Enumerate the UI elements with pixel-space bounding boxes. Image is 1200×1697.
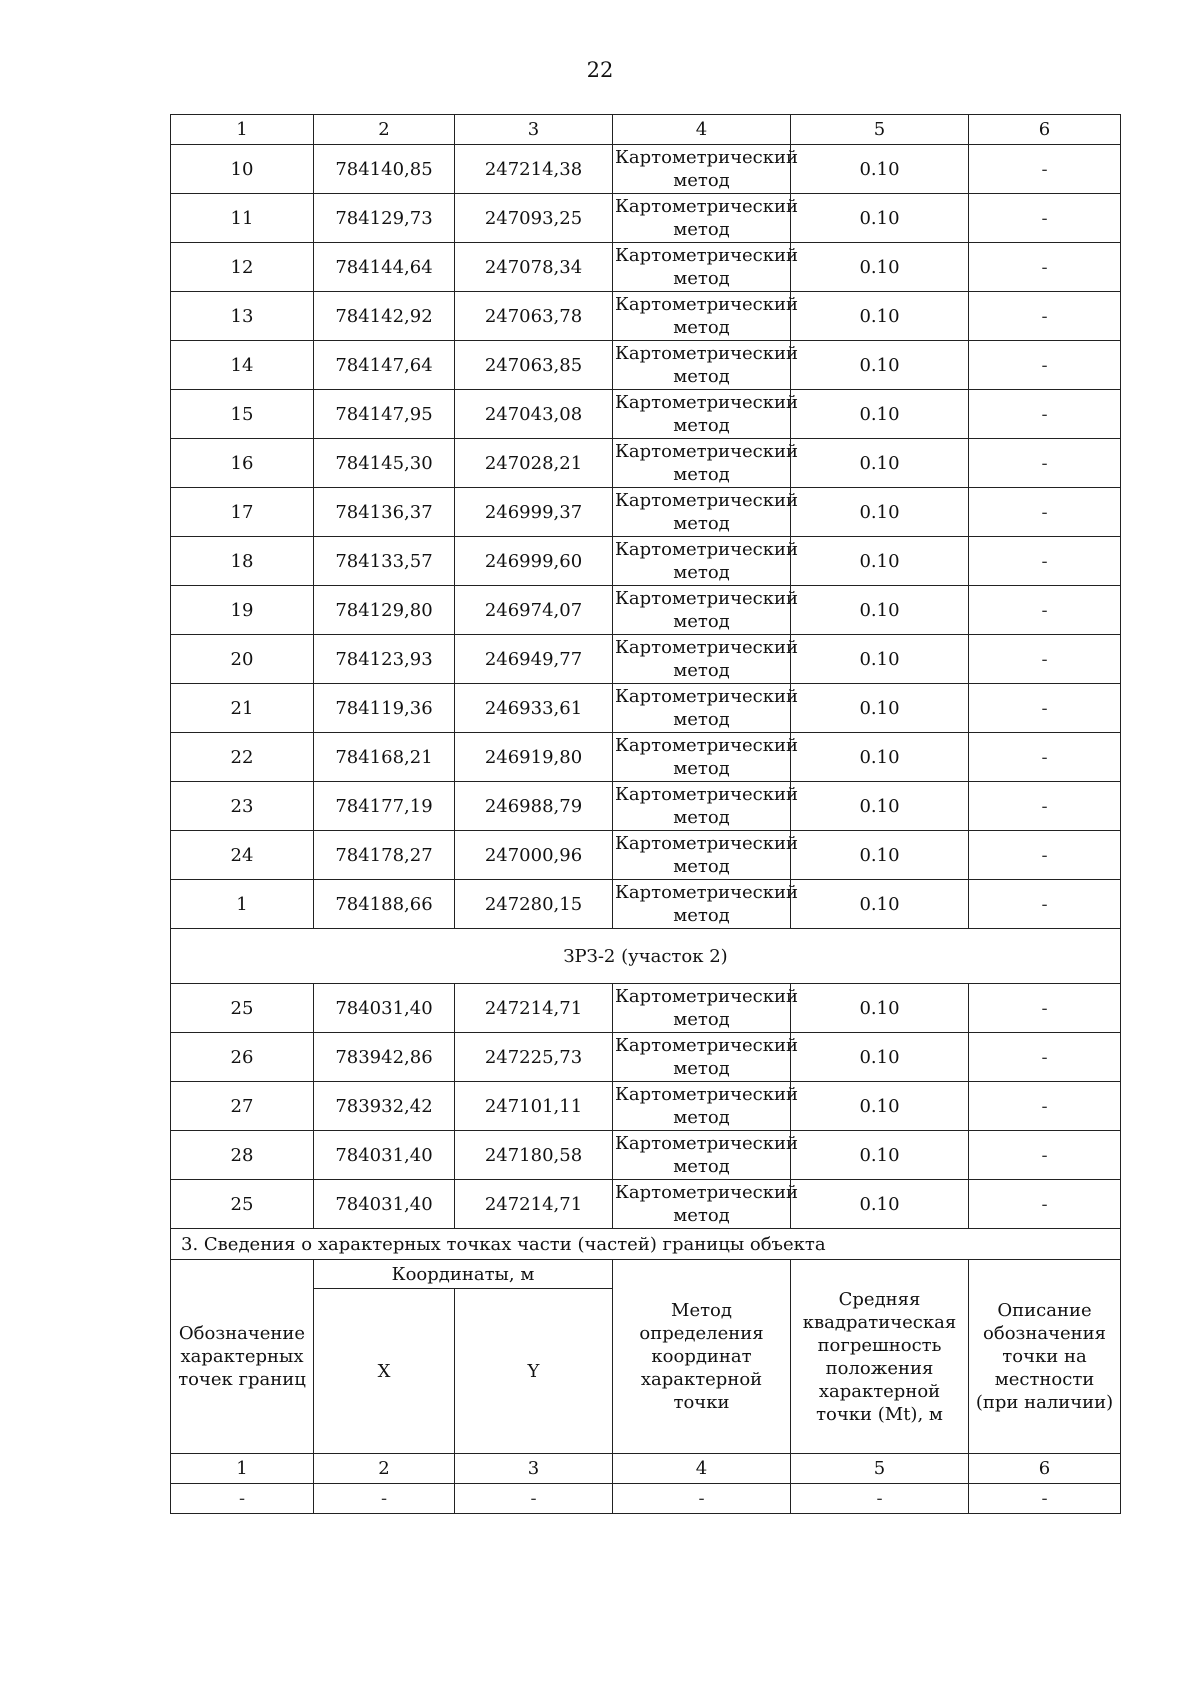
description-cell: - (969, 831, 1121, 880)
section-title: ЗРЗ-2 (участок 2) (171, 929, 1121, 984)
table-row (171, 145, 1121, 194)
point-cell: 25 (171, 984, 314, 1033)
table-row (171, 194, 1121, 243)
empty-cell: - (171, 1484, 314, 1514)
table-row (171, 243, 1121, 292)
x-coordinate-cell: 784119,36 (314, 684, 455, 733)
method-cell: Картометрический метод (613, 733, 791, 782)
point-cell: 24 (171, 831, 314, 880)
empty-cell: - (791, 1484, 969, 1514)
description-cell: - (969, 292, 1121, 341)
method-cell: Картометрический метод (613, 292, 791, 341)
column-number: 2 (314, 1454, 455, 1484)
x-coordinate-cell: 784031,40 (314, 1180, 455, 1229)
method-cell: Картометрический метод (613, 390, 791, 439)
column-number: 6 (969, 115, 1121, 145)
column-number: 4 (613, 1454, 791, 1484)
mt-cell: 0.10 (791, 390, 969, 439)
method-cell: Картометрический метод (613, 984, 791, 1033)
mt-cell: 0.10 (791, 684, 969, 733)
method-cell: Картометрический метод (613, 782, 791, 831)
section-title-row (171, 929, 1121, 984)
mt-cell: 0.10 (791, 243, 969, 292)
mt-cell: 0.10 (791, 341, 969, 390)
x-coordinate-cell: 784147,95 (314, 390, 455, 439)
y-coordinate-cell: 247101,11 (455, 1082, 613, 1131)
point-cell: 15 (171, 390, 314, 439)
point-cell: 12 (171, 243, 314, 292)
mt-cell: 0.10 (791, 635, 969, 684)
y-coordinate-cell: 247214,71 (455, 984, 613, 1033)
point-cell: 10 (171, 145, 314, 194)
x-coordinate-cell: 784178,27 (314, 831, 455, 880)
x-coordinate-cell: 783932,42 (314, 1082, 455, 1131)
description-cell: - (969, 586, 1121, 635)
point-cell: 1 (171, 880, 314, 929)
point-cell: 23 (171, 782, 314, 831)
point-cell: 16 (171, 439, 314, 488)
point-cell: 11 (171, 194, 314, 243)
y-coordinate-cell: 247028,21 (455, 439, 613, 488)
header-mt: Средняя квадратическая погрешность положения характерной точки (Mt), м (791, 1260, 969, 1454)
table-row (171, 1033, 1121, 1082)
method-cell: Картометрический метод (613, 194, 791, 243)
y-coordinate-cell: 247043,08 (455, 390, 613, 439)
mt-cell: 0.10 (791, 733, 969, 782)
description-cell: - (969, 880, 1121, 929)
table-row (171, 831, 1121, 880)
point-cell: 25 (171, 1180, 314, 1229)
y-coordinate-cell: 246949,77 (455, 635, 613, 684)
table-row (171, 537, 1121, 586)
point-cell: 20 (171, 635, 314, 684)
table-row (171, 684, 1121, 733)
y-coordinate-cell: 246999,37 (455, 488, 613, 537)
header-x: X (314, 1289, 455, 1454)
description-cell: - (969, 145, 1121, 194)
table-row (171, 1131, 1121, 1180)
description-cell: - (969, 733, 1121, 782)
column-number: 3 (455, 115, 613, 145)
section3-header-row (171, 1260, 1121, 1289)
description-cell: - (969, 684, 1121, 733)
table-row (171, 341, 1121, 390)
x-coordinate-cell: 784177,19 (314, 782, 455, 831)
table-row (171, 390, 1121, 439)
header-method: Метод определения координат характерной точки (613, 1260, 791, 1454)
method-cell: Картометрический метод (613, 586, 791, 635)
table-row (171, 488, 1121, 537)
header-points: Обозначение характерных точек границ (171, 1260, 314, 1454)
method-cell: Картометрический метод (613, 488, 791, 537)
method-cell: Картометрический метод (613, 341, 791, 390)
coordinates-table (170, 114, 1121, 1514)
x-coordinate-cell: 784142,92 (314, 292, 455, 341)
method-cell: Картометрический метод (613, 1082, 791, 1131)
table-row (171, 733, 1121, 782)
description-cell: - (969, 390, 1121, 439)
description-cell: - (969, 1082, 1121, 1131)
x-coordinate-cell: 784123,93 (314, 635, 455, 684)
method-cell: Картометрический метод (613, 684, 791, 733)
section3-empty-row (171, 1484, 1121, 1514)
method-cell: Картометрический метод (613, 1180, 791, 1229)
empty-cell: - (314, 1484, 455, 1514)
column-number: 1 (171, 115, 314, 145)
page-number: 22 (586, 58, 614, 82)
column-number: 4 (613, 115, 791, 145)
x-coordinate-cell: 784136,37 (314, 488, 455, 537)
mt-cell: 0.10 (791, 782, 969, 831)
section3-title: 3. Сведения о характерных точках части (частей) границы объекта (171, 1229, 1121, 1260)
table-row (171, 292, 1121, 341)
table-row (171, 880, 1121, 929)
description-cell: - (969, 635, 1121, 684)
point-cell: 26 (171, 1033, 314, 1082)
empty-cell: - (613, 1484, 791, 1514)
point-cell: 19 (171, 586, 314, 635)
x-coordinate-cell: 783942,86 (314, 1033, 455, 1082)
mt-cell: 0.10 (791, 1131, 969, 1180)
y-coordinate-cell: 247180,58 (455, 1131, 613, 1180)
y-coordinate-cell: 246999,60 (455, 537, 613, 586)
mt-cell: 0.10 (791, 292, 969, 341)
description-cell: - (969, 782, 1121, 831)
mt-cell: 0.10 (791, 145, 969, 194)
x-coordinate-cell: 784140,85 (314, 145, 455, 194)
description-cell: - (969, 243, 1121, 292)
column-number-row (171, 115, 1121, 145)
table-row (171, 439, 1121, 488)
method-cell: Картометрический метод (613, 243, 791, 292)
column-number: 1 (171, 1454, 314, 1484)
y-coordinate-cell: 247063,78 (455, 292, 613, 341)
y-coordinate-cell: 247280,15 (455, 880, 613, 929)
point-cell: 27 (171, 1082, 314, 1131)
empty-cell: - (455, 1484, 613, 1514)
mt-cell: 0.10 (791, 488, 969, 537)
y-coordinate-cell: 247214,38 (455, 145, 613, 194)
y-coordinate-cell: 247225,73 (455, 1033, 613, 1082)
table-row (171, 635, 1121, 684)
method-cell: Картометрический метод (613, 439, 791, 488)
point-cell: 22 (171, 733, 314, 782)
mt-cell: 0.10 (791, 1180, 969, 1229)
method-cell: Картометрический метод (613, 635, 791, 684)
y-coordinate-cell: 247093,25 (455, 194, 613, 243)
x-coordinate-cell: 784031,40 (314, 1131, 455, 1180)
description-cell: - (969, 1131, 1121, 1180)
y-coordinate-cell: 247063,85 (455, 341, 613, 390)
method-cell: Картометрический метод (613, 537, 791, 586)
header-description: Описание обозначения точки на местности (при наличии) (969, 1260, 1121, 1454)
y-coordinate-cell: 246919,80 (455, 733, 613, 782)
column-number: 5 (791, 115, 969, 145)
point-cell: 13 (171, 292, 314, 341)
y-coordinate-cell: 246988,79 (455, 782, 613, 831)
method-cell: Картометрический метод (613, 1131, 791, 1180)
table-row (171, 1180, 1121, 1229)
table-row (171, 782, 1121, 831)
y-coordinate-cell: 247214,71 (455, 1180, 613, 1229)
description-cell: - (969, 439, 1121, 488)
header-y: Y (455, 1289, 613, 1454)
mt-cell: 0.10 (791, 586, 969, 635)
point-cell: 18 (171, 537, 314, 586)
table-row (171, 984, 1121, 1033)
header-coordinates: Координаты, м (314, 1260, 613, 1289)
method-cell: Картометрический метод (613, 1033, 791, 1082)
table-row (171, 1082, 1121, 1131)
description-cell: - (969, 1180, 1121, 1229)
x-coordinate-cell: 784129,80 (314, 586, 455, 635)
description-cell: - (969, 341, 1121, 390)
x-coordinate-cell: 784031,40 (314, 984, 455, 1033)
x-coordinate-cell: 784145,30 (314, 439, 455, 488)
point-cell: 14 (171, 341, 314, 390)
description-cell: - (969, 488, 1121, 537)
y-coordinate-cell: 246974,07 (455, 586, 613, 635)
column-number: 3 (455, 1454, 613, 1484)
column-number: 5 (791, 1454, 969, 1484)
description-cell: - (969, 194, 1121, 243)
mt-cell: 0.10 (791, 880, 969, 929)
method-cell: Картометрический метод (613, 880, 791, 929)
section3-column-number-row (171, 1454, 1121, 1484)
x-coordinate-cell: 784133,57 (314, 537, 455, 586)
method-cell: Картометрический метод (613, 145, 791, 194)
mt-cell: 0.10 (791, 439, 969, 488)
x-coordinate-cell: 784188,66 (314, 880, 455, 929)
y-coordinate-cell: 247078,34 (455, 243, 613, 292)
mt-cell: 0.10 (791, 537, 969, 586)
description-cell: - (969, 1033, 1121, 1082)
x-coordinate-cell: 784129,73 (314, 194, 455, 243)
empty-cell: - (969, 1484, 1121, 1514)
point-cell: 17 (171, 488, 314, 537)
description-cell: - (969, 984, 1121, 1033)
x-coordinate-cell: 784147,64 (314, 341, 455, 390)
x-coordinate-cell: 784144,64 (314, 243, 455, 292)
y-coordinate-cell: 246933,61 (455, 684, 613, 733)
mt-cell: 0.10 (791, 1082, 969, 1131)
x-coordinate-cell: 784168,21 (314, 733, 455, 782)
y-coordinate-cell: 247000,96 (455, 831, 613, 880)
section3-title-row (171, 1229, 1121, 1260)
table-row (171, 586, 1121, 635)
method-cell: Картометрический метод (613, 831, 791, 880)
column-number: 2 (314, 115, 455, 145)
mt-cell: 0.10 (791, 831, 969, 880)
mt-cell: 0.10 (791, 984, 969, 1033)
point-cell: 21 (171, 684, 314, 733)
column-number: 6 (969, 1454, 1121, 1484)
description-cell: - (969, 537, 1121, 586)
point-cell: 28 (171, 1131, 314, 1180)
mt-cell: 0.10 (791, 1033, 969, 1082)
mt-cell: 0.10 (791, 194, 969, 243)
